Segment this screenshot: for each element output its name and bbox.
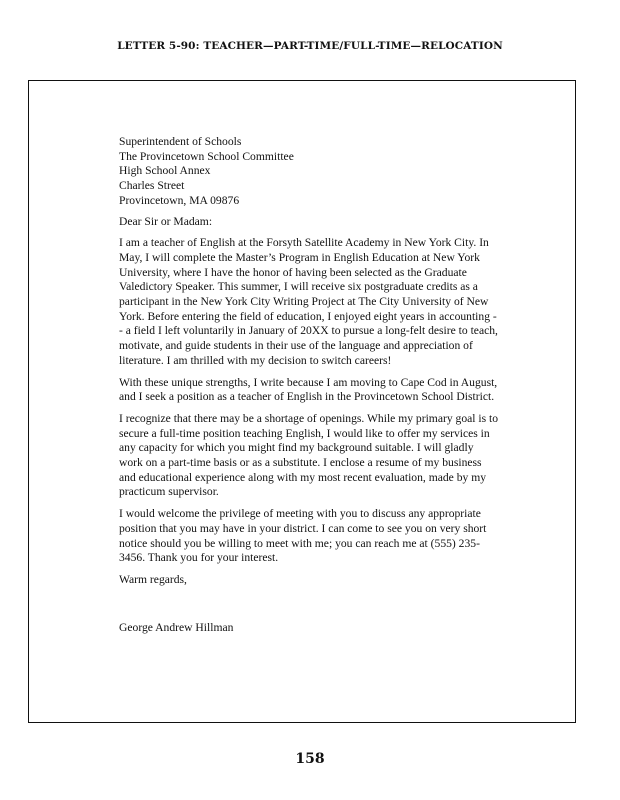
recipient-line: Charles Street	[119, 179, 185, 193]
closing: Warm regards,	[119, 572, 187, 586]
recipient-line: High School Annex	[119, 164, 211, 178]
letter-body	[119, 135, 499, 635]
recipient-line: Provincetown, MA 09876	[119, 193, 240, 207]
page-number: 158	[295, 751, 325, 767]
paragraph-availability: I recognize that there may be a shortage of openings. While my primary goal is to secure a full-time position teaching English, I would like to offer my services in any capacity for which you might find my background suitable. I will gladly work on a part-time basis or as a substitute. I enclose a resume of my business and educational experience along with my most recent evaluation, made by my practicum supervisor.	[119, 411, 499, 499]
paragraph-relocation: With these unique strengths, I write because I am moving to Cape Cod in August, and I seek a position as a teacher of English in the Provincetown School District.	[119, 375, 498, 404]
paragraph-intro: I am a teacher of English at the Forsyth Satellite Academy in New York City. In May, I will complete the Master’s Program in English Education at New York University, where I have the honor of having been selected as the Graduate Valedictory Speaker. This summer, I will receive six postgraduate credits as a participant in the New York City Writing Project at The City University of New York. Before entering the field of education, I enjoyed eight years in accounting -- a field I left voluntarily in January of 20XX to pursue a long-felt desire to teach, motivate, and guide students in their use of the language and appreciation of literature. I am thrilled with my decision to switch careers!	[119, 236, 498, 367]
paragraph-closing-request: I would welcome the privilege of meeting with you to discuss any appropriate position that you may have in your district. I can come to see you on very short notice should you be willing to meet with me; you can reach me at (555) 235-3456. Thank you for your interest.	[119, 507, 487, 565]
salutation: Dear Sir or Madam:	[119, 214, 213, 228]
signature-name: George Andrew Hillman	[119, 620, 234, 634]
page-header-title: LETTER 5-90: TEACHER—PART-TIME/FULL-TIME—RELOCATION	[117, 40, 503, 52]
recipient-address	[119, 135, 499, 209]
recipient-line: Superintendent of Schools	[119, 135, 242, 148]
letter-frame	[28, 80, 576, 723]
recipient-line: The Provincetown School Committee	[119, 149, 294, 163]
